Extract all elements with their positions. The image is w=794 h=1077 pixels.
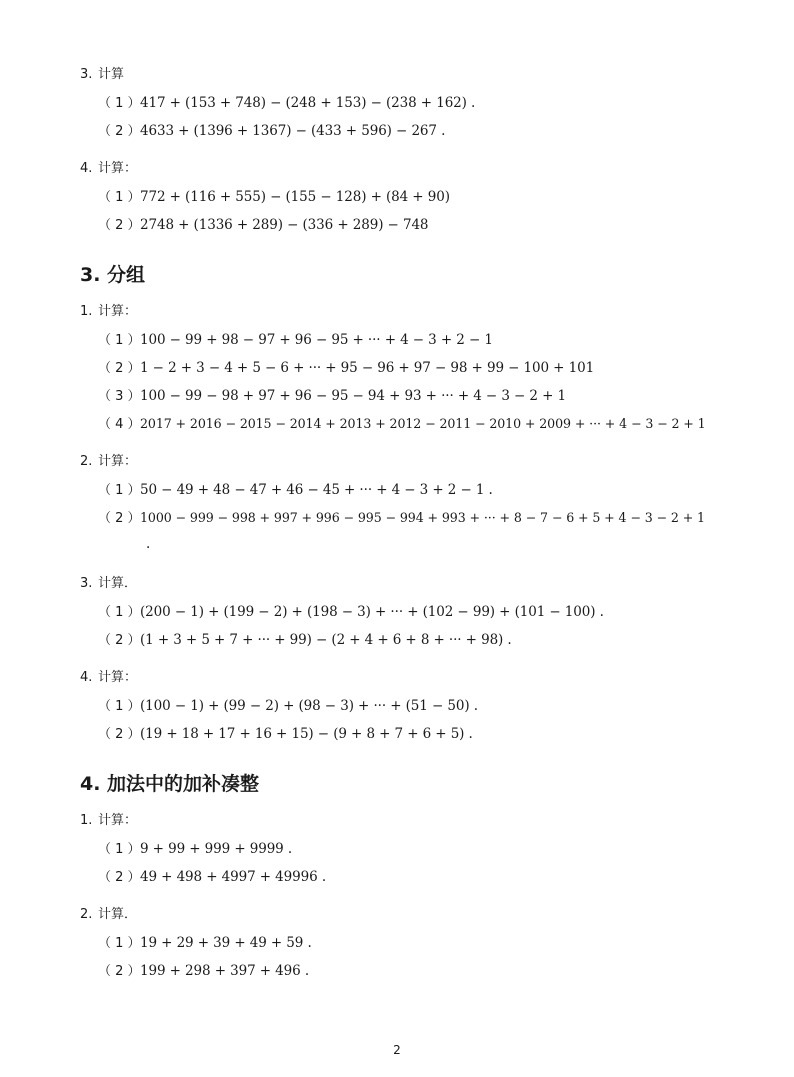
item-expression: (200 − 1) + (199 − 2) + (198 − 3) + ··· + (102 − 99) + (101 − 100) . — [140, 604, 604, 620]
problem-title: 计算： — [98, 304, 138, 319]
item-expression: 9 + 99 + 999 + 9999 . — [140, 841, 293, 857]
item-expression: 49 + 498 + 4997 + 49996 . — [140, 869, 327, 885]
problem-number: 4. — [80, 670, 93, 685]
problem-3-item-1 — [98, 94, 475, 113]
problem-number: 2. — [80, 454, 93, 469]
item-expression: 2017 + 2016 − 2015 − 2014 + 2013 + 2012 − 2011 − 2010 + 2009 + ··· + 4 − 3 − 2 + 1 — [140, 416, 706, 431]
problem-title: 计算： — [98, 813, 138, 828]
s3-problem-4-title — [80, 670, 137, 686]
s3-problem-1-title — [80, 304, 137, 320]
s3-problem-1-item-3 — [98, 387, 566, 406]
s3-problem-4-item-1 — [98, 697, 478, 716]
problem-number: 4. — [80, 161, 93, 176]
item-label: （ 1 ） — [98, 936, 141, 951]
page-number: 2 — [393, 1043, 401, 1057]
item-label: （ 4 ） — [98, 417, 141, 432]
problem-3-title — [80, 67, 124, 83]
s3-problem-1-item-4 — [98, 415, 706, 434]
problem-title: 计算． — [98, 907, 138, 922]
s4-problem-1-title — [80, 813, 137, 829]
problem-title: 计算： — [98, 670, 138, 685]
item-expression: 4633 + (1396 + 1367) − (433 + 596) − 267 . — [140, 123, 446, 139]
problem-number: 2. — [80, 907, 93, 922]
problem-4-title — [80, 161, 137, 177]
item-label: （ 2 ） — [98, 361, 141, 376]
item-label: （ 2 ） — [98, 633, 141, 648]
item-label: （ 1 ） — [98, 699, 141, 714]
item-expression: 50 − 49 + 48 − 47 + 46 − 45 + ··· + 4 − 3 + 2 − 1 . — [140, 482, 493, 498]
problem-number: 1. — [80, 813, 93, 828]
s3-problem-2-item-2 — [98, 509, 705, 528]
item-expression: (19 + 18 + 17 + 16 + 15) − (9 + 8 + 7 + 6 + 5) . — [140, 726, 473, 742]
s3-problem-3-item-2 — [98, 631, 512, 650]
problem-number: 3. — [80, 576, 93, 591]
item-expression: (100 − 1) + (99 − 2) + (98 − 3) + ··· + (51 − 50) . — [140, 698, 478, 714]
section-heading-addition-rounding: 4. 加法中的加补凑整 — [80, 773, 260, 795]
item-expression: 417 + (153 + 748) − (248 + 153) − (238 + 162) . — [140, 95, 476, 111]
item-label: （ 2 ） — [98, 964, 141, 979]
s3-problem-4-item-2 — [98, 725, 473, 744]
problem-title: 计算． — [98, 576, 138, 591]
item-expression: (1 + 3 + 5 + 7 + ··· + 99) − (2 + 4 + 6 + 8 + ··· + 98) . — [140, 632, 512, 648]
problem-4-item-1 — [98, 188, 450, 207]
s4-problem-2-title — [80, 907, 137, 923]
problem-title: 计算 — [98, 67, 125, 82]
item-label: （ 2 ） — [98, 218, 141, 233]
s3-problem-3-item-1 — [98, 603, 604, 622]
item-label: （ 2 ） — [98, 511, 141, 526]
item-expression: 19 + 29 + 39 + 49 + 59 . — [140, 935, 312, 951]
problem-number: 3. — [80, 67, 93, 82]
item-label: （ 1 ） — [98, 333, 141, 348]
item-expression: 100 − 99 − 98 + 97 + 96 − 95 − 94 + 93 + ··· + 4 − 3 − 2 + 1 — [140, 388, 566, 404]
item-label: （ 2 ） — [98, 727, 141, 742]
item-expression: 100 − 99 + 98 − 97 + 96 − 95 + ··· + 4 − 3 + 2 − 1 — [140, 332, 493, 348]
item-label: （ 1 ） — [98, 483, 141, 498]
problem-4-item-2 — [98, 216, 428, 235]
s4-problem-2-item-2 — [98, 962, 309, 981]
item-label: （ 1 ） — [98, 190, 141, 205]
problem-number: 1. — [80, 304, 93, 319]
item-label: （ 2 ） — [98, 124, 141, 139]
item-label: （ 2 ） — [98, 870, 141, 885]
s3-problem-2-item-1 — [98, 481, 493, 500]
s3-problem-3-title — [80, 576, 137, 592]
item-expression: 199 + 298 + 397 + 496 . — [140, 963, 310, 979]
item-expression: 772 + (116 + 555) − (155 − 128) + (84 + 90) — [140, 189, 450, 205]
s4-problem-1-item-2 — [98, 868, 326, 887]
s3-problem-1-item-1 — [98, 331, 493, 350]
s4-problem-2-item-1 — [98, 934, 312, 953]
s3-problem-1-item-2 — [98, 359, 594, 378]
item-expression: 2748 + (1336 + 289) − (336 + 289) − 748 — [140, 217, 429, 233]
item-expression: 1000 − 999 − 998 + 997 + 996 − 995 − 994 + 993 + ··· + 8 − 7 − 6 + 5 + 4 − 3 − 2 + 1 — [140, 510, 705, 525]
s3-problem-2-continuation: . — [146, 536, 151, 552]
s3-problem-2-title — [80, 454, 137, 470]
item-label: （ 1 ） — [98, 842, 141, 857]
section-heading-grouping: 3. 分组 — [80, 264, 146, 286]
item-label: （ 3 ） — [98, 389, 141, 404]
problem-3-item-2 — [98, 122, 445, 141]
s4-problem-1-item-1 — [98, 840, 292, 859]
item-label: （ 1 ） — [98, 605, 141, 620]
problem-title: 计算： — [98, 454, 138, 469]
item-expression: 1 − 2 + 3 − 4 + 5 − 6 + ··· + 95 − 96 + 97 − 98 + 99 − 100 + 101 — [140, 360, 595, 376]
problem-title: 计算： — [98, 161, 138, 176]
item-label: （ 1 ） — [98, 96, 141, 111]
